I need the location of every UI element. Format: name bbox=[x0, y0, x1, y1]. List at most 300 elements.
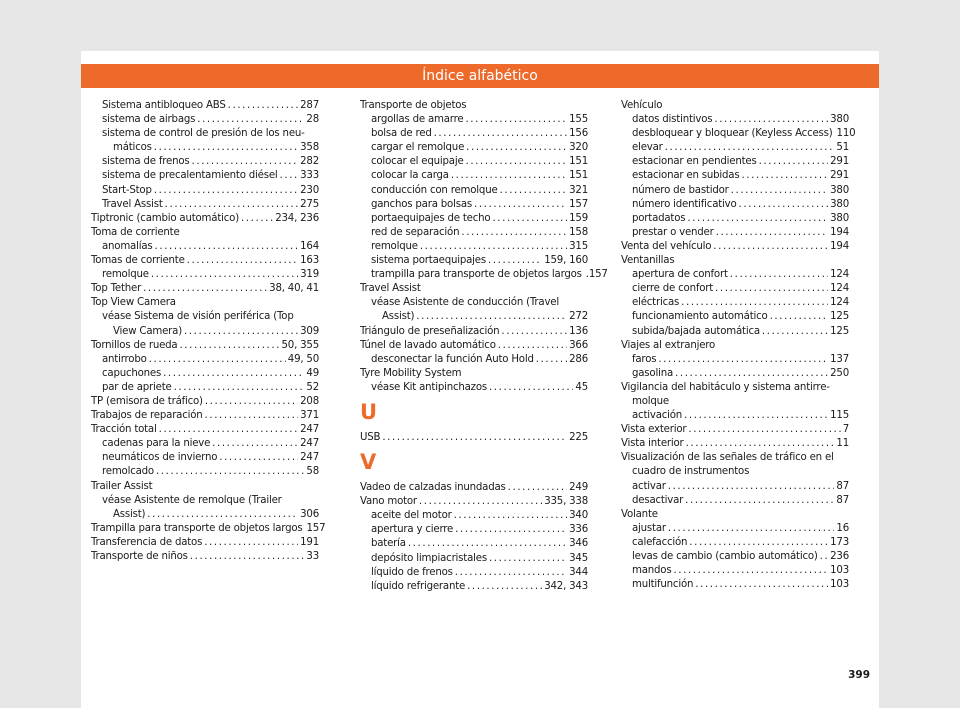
dot-leader bbox=[219, 451, 298, 465]
entry-page: 33 bbox=[306, 551, 319, 562]
entry-page: 380 bbox=[830, 212, 849, 224]
entry-page: 52 bbox=[306, 381, 319, 393]
index-entry bbox=[91, 437, 319, 451]
index-entry bbox=[621, 296, 849, 310]
dot-leader bbox=[454, 509, 568, 523]
entry-label: apertura y cierre bbox=[371, 524, 454, 536]
entry-label: antirrobo bbox=[102, 353, 147, 365]
dot-leader bbox=[461, 226, 567, 240]
dot-leader bbox=[489, 381, 573, 395]
section-letter: U bbox=[360, 399, 377, 424]
dot-leader bbox=[714, 113, 828, 127]
entry-page: 110 bbox=[836, 128, 856, 140]
index-entry bbox=[621, 113, 849, 127]
entry-label: argollas de amarre bbox=[371, 114, 464, 126]
dot-leader bbox=[687, 212, 828, 226]
index-entry bbox=[360, 127, 588, 141]
index-entry bbox=[621, 353, 849, 367]
entry-label: Transporte de objetos bbox=[360, 100, 467, 111]
index-entry bbox=[360, 184, 588, 198]
entry-label: Visualización de las señales de tráfico en el bbox=[621, 452, 834, 464]
index-entry bbox=[621, 155, 849, 169]
entry-label: ajustar bbox=[632, 522, 666, 534]
index-entry bbox=[360, 431, 588, 445]
index-entry bbox=[360, 381, 588, 395]
entry-page: 164 bbox=[300, 240, 319, 252]
index-entry bbox=[91, 169, 319, 183]
dot-leader bbox=[204, 536, 298, 550]
dot-leader bbox=[731, 184, 828, 198]
entry-page: 87 bbox=[836, 494, 849, 506]
dot-leader bbox=[713, 240, 828, 254]
index-entry bbox=[91, 339, 319, 353]
index-entry bbox=[91, 381, 319, 395]
entry-label: eléctricas bbox=[632, 297, 680, 309]
dot-leader bbox=[156, 465, 304, 479]
entry-label: neumáticos de invierno bbox=[102, 452, 218, 464]
entry-page: 157 bbox=[569, 198, 588, 210]
entry-label: mandos bbox=[632, 565, 672, 577]
entry-label: cadenas para la nieve bbox=[102, 438, 211, 450]
dot-leader bbox=[184, 325, 298, 339]
entry-label: Transporte de niños bbox=[91, 551, 188, 562]
dot-leader bbox=[489, 552, 567, 566]
entry-page: 208 bbox=[300, 395, 319, 407]
entry-label: portadatos bbox=[632, 212, 686, 224]
entry-label: estacionar en subidas bbox=[632, 170, 740, 182]
dot-leader bbox=[455, 523, 567, 537]
index-entry bbox=[621, 367, 849, 381]
dot-leader bbox=[686, 437, 835, 451]
entry-page: 225 bbox=[569, 431, 588, 443]
index-heading bbox=[621, 339, 849, 353]
entry-page: 151 bbox=[569, 156, 588, 168]
index-heading bbox=[621, 254, 849, 268]
dot-leader bbox=[205, 395, 298, 409]
entry-label: Toma de corriente bbox=[91, 226, 180, 238]
index-entry bbox=[360, 325, 588, 339]
entry-label: Trailer Assist bbox=[91, 480, 153, 492]
dot-leader bbox=[155, 240, 299, 254]
entry-label: Assist) bbox=[382, 311, 415, 323]
index-entry bbox=[621, 282, 849, 296]
dot-leader bbox=[165, 198, 299, 212]
entry-label: cuadro de instrumentos bbox=[632, 466, 750, 478]
entry-page: 291 bbox=[830, 170, 849, 182]
index-entry bbox=[91, 409, 319, 423]
entry-page: 158 bbox=[569, 226, 588, 238]
index-entry bbox=[360, 240, 588, 254]
entry-label: Tyre Mobility System bbox=[360, 367, 462, 379]
dot-leader bbox=[163, 367, 304, 381]
entry-page: 342, 343 bbox=[544, 580, 588, 592]
entry-label: Vista interior bbox=[621, 438, 684, 450]
entry-label: Trabajos de reparación bbox=[91, 410, 203, 422]
entry-label: faros bbox=[632, 353, 657, 365]
index-heading bbox=[91, 296, 319, 310]
dot-leader bbox=[174, 381, 305, 395]
dot-leader bbox=[488, 254, 542, 268]
index-entry bbox=[360, 169, 588, 183]
entry-page: 156 bbox=[569, 128, 588, 140]
entry-label: activar bbox=[632, 480, 666, 492]
index-entry bbox=[621, 226, 849, 240]
entry-label: sistema de control de presión de los neu- bbox=[102, 128, 305, 140]
index-entry bbox=[621, 536, 849, 550]
dot-leader bbox=[665, 141, 835, 155]
index-entry bbox=[91, 367, 319, 381]
entry-label: prestar o vender bbox=[632, 226, 714, 238]
entry-label: conducción con remolque bbox=[371, 184, 498, 196]
entry-page: 333 bbox=[300, 170, 319, 182]
section-letter: V bbox=[360, 450, 377, 475]
index-heading bbox=[621, 395, 849, 409]
dot-leader bbox=[673, 564, 828, 578]
index-column-3 bbox=[621, 99, 856, 592]
dot-leader bbox=[192, 155, 299, 169]
entry-page: 157 bbox=[306, 522, 326, 534]
entry-label: cierre de confort bbox=[632, 283, 714, 295]
entry-page: 194 bbox=[830, 240, 849, 252]
index-entry bbox=[621, 268, 849, 282]
dot-leader bbox=[197, 113, 304, 127]
dot-leader bbox=[451, 169, 567, 183]
index-heading bbox=[91, 226, 319, 240]
index-entry bbox=[621, 212, 849, 226]
entry-page: 315 bbox=[569, 240, 588, 252]
entry-page: 234, 236 bbox=[275, 212, 319, 224]
entry-label: remolque bbox=[371, 240, 418, 252]
entry-label: desbloquear y bloquear (Keyless Access) bbox=[632, 128, 833, 140]
index-entry bbox=[360, 523, 588, 537]
dot-leader bbox=[741, 169, 828, 183]
entry-page: 28 bbox=[306, 114, 319, 126]
index-entry bbox=[91, 353, 319, 367]
entry-page: 159 bbox=[569, 212, 588, 224]
dot-leader bbox=[455, 566, 567, 580]
index-entry bbox=[621, 127, 856, 141]
entry-page: 291 bbox=[830, 156, 849, 168]
entry-page: 11 bbox=[836, 438, 849, 450]
entry-label: multifunción bbox=[632, 579, 694, 591]
entry-label: Start-Stop bbox=[102, 184, 152, 196]
index-entry bbox=[91, 155, 319, 169]
entry-label: cargar el remolque bbox=[371, 142, 465, 154]
entry-label: Trampilla para transporte de objetos largos bbox=[91, 522, 303, 534]
entry-label: red de separación bbox=[371, 226, 460, 238]
entry-page: 345 bbox=[569, 552, 588, 564]
entry-page: 335, 338 bbox=[544, 496, 588, 508]
entry-page: 287 bbox=[300, 100, 319, 111]
entry-page: 173 bbox=[830, 536, 849, 548]
entry-label: Assist) bbox=[113, 508, 146, 520]
entry-label: apertura de confort bbox=[632, 269, 728, 281]
entry-label: véase Asistente de remolque (Trailer bbox=[102, 494, 282, 506]
index-entry bbox=[621, 564, 849, 578]
entry-label: calefacción bbox=[632, 536, 688, 548]
entry-label: capuchones bbox=[102, 367, 162, 379]
index-entry bbox=[360, 226, 588, 240]
entry-page: 272 bbox=[569, 311, 588, 323]
index-entry bbox=[91, 198, 319, 212]
index-entry bbox=[91, 268, 319, 282]
entry-page: 87 bbox=[836, 480, 849, 492]
entry-page: 125 bbox=[830, 311, 849, 323]
entry-label: Tiptronic (cambio automático) bbox=[91, 212, 239, 224]
entry-page: 16 bbox=[836, 522, 849, 534]
entry-label: subida/bajada automática bbox=[632, 325, 760, 337]
dot-leader bbox=[408, 537, 567, 551]
dot-leader bbox=[739, 198, 829, 212]
index-entry bbox=[360, 353, 588, 367]
entry-label: desconectar la función Auto Hold bbox=[371, 353, 534, 365]
index-entry bbox=[360, 268, 608, 282]
dot-leader bbox=[147, 508, 298, 522]
index-entry bbox=[91, 395, 319, 409]
index-entry bbox=[91, 282, 319, 296]
index-entry bbox=[621, 437, 849, 451]
index-entry bbox=[360, 254, 588, 268]
index-heading bbox=[621, 451, 849, 465]
entry-label: sistema de airbags bbox=[102, 114, 196, 126]
dot-leader bbox=[658, 353, 828, 367]
index-entry bbox=[360, 155, 588, 169]
dot-leader bbox=[762, 325, 828, 339]
page-title: Índice alfabético bbox=[81, 64, 879, 88]
entry-page: 247 bbox=[300, 424, 319, 436]
entry-label: Top Tether bbox=[91, 283, 142, 295]
dot-leader bbox=[716, 226, 829, 240]
entry-label: Tornillos de rueda bbox=[91, 339, 178, 351]
entry-page: 321 bbox=[569, 184, 588, 196]
entry-page: 371 bbox=[300, 410, 319, 422]
index-entry bbox=[91, 113, 319, 127]
entry-page: 286 bbox=[569, 353, 588, 365]
dot-leader bbox=[149, 353, 286, 367]
entry-label: desactivar bbox=[632, 494, 684, 506]
entry-label: Travel Assist bbox=[102, 198, 163, 210]
entry-page: 155 bbox=[569, 114, 588, 126]
index-entry bbox=[91, 240, 319, 254]
index-entry bbox=[360, 113, 588, 127]
dot-leader bbox=[685, 494, 834, 508]
entry-label: depósito limpiacristales bbox=[371, 552, 487, 564]
entry-label: véase Kit antipinchazos bbox=[371, 381, 487, 393]
dot-leader bbox=[681, 296, 828, 310]
index-heading bbox=[91, 310, 319, 324]
entry-label: colocar la carga bbox=[371, 170, 449, 182]
index-entry bbox=[621, 141, 849, 155]
index-heading bbox=[360, 282, 588, 296]
entry-label: Vadeo de calzadas inundadas bbox=[360, 482, 506, 494]
index-entry bbox=[91, 325, 319, 339]
dot-leader bbox=[280, 169, 299, 183]
entry-label: sistema portaequipajes bbox=[371, 255, 486, 267]
index-entry bbox=[621, 578, 849, 592]
dot-leader bbox=[241, 212, 273, 226]
entry-label: Top View Camera bbox=[91, 297, 176, 309]
entry-label: Vehículo bbox=[621, 100, 663, 111]
entry-page: 125 bbox=[830, 325, 849, 337]
dot-leader bbox=[770, 310, 829, 324]
dot-leader bbox=[501, 325, 567, 339]
entry-page: 320 bbox=[569, 142, 588, 154]
index-entry bbox=[360, 481, 588, 495]
entry-page: 247 bbox=[300, 452, 319, 464]
entry-label: levas de cambio (cambio automático) bbox=[632, 551, 818, 562]
entry-page: 38, 40, 41 bbox=[269, 283, 319, 295]
dot-leader bbox=[154, 184, 298, 198]
dot-leader bbox=[715, 282, 828, 296]
index-entry bbox=[91, 423, 319, 437]
entry-label: véase Asistente de conducción (Travel bbox=[371, 297, 559, 309]
entry-page: 230 bbox=[300, 184, 319, 196]
index-entry bbox=[360, 566, 588, 580]
entry-label: TP (emisora de tráfico) bbox=[91, 395, 203, 407]
index-entry bbox=[360, 580, 588, 594]
dot-leader bbox=[212, 437, 298, 451]
index-entry bbox=[621, 310, 849, 324]
entry-page: 103 bbox=[830, 565, 849, 577]
entry-page: 163 bbox=[300, 255, 319, 267]
entry-page: 50, 355 bbox=[281, 339, 319, 351]
index-entry bbox=[91, 451, 319, 465]
index-entry bbox=[91, 508, 319, 522]
index-entry bbox=[91, 99, 319, 113]
entry-page: 247 bbox=[300, 438, 319, 450]
entry-label: gasolina bbox=[632, 367, 674, 379]
index-heading bbox=[621, 465, 849, 479]
index-entry bbox=[360, 339, 588, 353]
entry-label: batería bbox=[371, 538, 406, 550]
index-entry bbox=[360, 141, 588, 155]
dot-leader bbox=[419, 495, 542, 509]
entry-page: 159, 160 bbox=[544, 255, 588, 267]
entry-label: View Camera) bbox=[113, 325, 182, 337]
entry-page: 115 bbox=[830, 410, 849, 422]
index-heading bbox=[621, 99, 849, 113]
entry-page: 236 bbox=[830, 551, 849, 562]
entry-page: 380 bbox=[830, 184, 849, 196]
entry-page: 250 bbox=[830, 367, 849, 379]
dot-leader bbox=[143, 282, 267, 296]
index-entry bbox=[91, 254, 319, 268]
entry-label: estacionar en pendientes bbox=[632, 156, 757, 168]
index-entry bbox=[360, 198, 588, 212]
entry-label: remolcado bbox=[102, 466, 154, 478]
entry-label: colocar el equipaje bbox=[371, 156, 464, 168]
dot-leader bbox=[684, 409, 828, 423]
dot-leader bbox=[190, 550, 305, 564]
dot-leader bbox=[668, 480, 835, 494]
entry-label: Transferencia de datos bbox=[91, 536, 203, 548]
entry-page: 306 bbox=[300, 508, 319, 520]
dot-leader bbox=[500, 184, 568, 198]
entry-page: 137 bbox=[830, 353, 849, 365]
dot-leader bbox=[465, 113, 567, 127]
entry-page: 191 bbox=[300, 536, 319, 548]
entry-label: Vista exterior bbox=[621, 424, 687, 436]
index-heading bbox=[91, 480, 319, 494]
dot-leader bbox=[420, 240, 567, 254]
entry-label: funcionamiento automático bbox=[632, 311, 768, 323]
entry-page: 58 bbox=[306, 466, 319, 478]
dot-leader bbox=[466, 155, 568, 169]
dot-leader bbox=[759, 155, 829, 169]
dot-leader bbox=[382, 431, 567, 445]
entry-label: Vigilancia del habitáculo y sistema antirre- bbox=[621, 381, 830, 393]
entry-label: Viajes al extranjero bbox=[621, 339, 716, 351]
entry-label: molque bbox=[632, 395, 669, 407]
entry-page: 124 bbox=[830, 283, 849, 295]
entry-label: Sistema antibloqueo ABS bbox=[102, 100, 226, 111]
entry-page: 346 bbox=[569, 538, 588, 550]
index-entry bbox=[621, 522, 849, 536]
entry-label: Venta del vehículo bbox=[621, 240, 712, 252]
index-entry bbox=[621, 198, 849, 212]
index-page bbox=[81, 51, 879, 708]
dot-leader bbox=[434, 127, 568, 141]
entry-label: anomalías bbox=[102, 240, 153, 252]
entry-page: 366 bbox=[569, 339, 588, 351]
page-number: 399 bbox=[848, 669, 870, 681]
entry-page: 309 bbox=[300, 325, 319, 337]
entry-page: 380 bbox=[830, 114, 849, 126]
index-entry bbox=[360, 495, 588, 509]
entry-label: sistema de frenos bbox=[102, 156, 190, 168]
index-entry bbox=[91, 184, 319, 198]
entry-label: portaequipajes de techo bbox=[371, 212, 491, 224]
entry-page: 249 bbox=[569, 482, 588, 494]
dot-leader bbox=[466, 141, 567, 155]
index-entry bbox=[91, 141, 319, 155]
entry-label: número de bastidor bbox=[632, 184, 729, 196]
index-entry bbox=[621, 423, 849, 437]
entry-label: par de apriete bbox=[102, 381, 172, 393]
index-entry bbox=[91, 212, 319, 226]
entry-page: 340 bbox=[569, 510, 588, 522]
dot-leader bbox=[536, 353, 567, 367]
entry-page: 136 bbox=[569, 325, 588, 337]
dot-leader bbox=[228, 99, 299, 113]
index-entry bbox=[621, 240, 849, 254]
entry-label: trampilla para transporte de objetos largos bbox=[371, 269, 582, 281]
index-entry bbox=[360, 212, 588, 226]
index-heading bbox=[91, 494, 319, 508]
index-entry bbox=[621, 550, 849, 564]
entry-page: 344 bbox=[569, 566, 588, 578]
entry-label: activación bbox=[632, 410, 683, 422]
index-column-1 bbox=[91, 99, 326, 564]
entry-label: bolsa de red bbox=[371, 128, 432, 140]
entry-page: .157 bbox=[585, 269, 608, 281]
entry-label: remolque bbox=[102, 269, 149, 281]
entry-page: 7 bbox=[842, 424, 849, 436]
dot-leader bbox=[416, 310, 567, 324]
entry-label: número identificativo bbox=[632, 198, 737, 210]
dot-leader bbox=[820, 550, 828, 564]
dot-leader bbox=[689, 536, 828, 550]
entry-label: datos distintivos bbox=[632, 114, 713, 126]
entry-page: 380 bbox=[830, 198, 849, 210]
index-heading bbox=[360, 367, 588, 381]
entry-label: Volante bbox=[621, 508, 658, 520]
entry-label: Tomas de corriente bbox=[91, 255, 185, 267]
index-entry bbox=[621, 494, 849, 508]
entry-page: 319 bbox=[300, 269, 319, 281]
dot-leader bbox=[730, 268, 828, 282]
entry-label: Travel Assist bbox=[360, 283, 421, 295]
